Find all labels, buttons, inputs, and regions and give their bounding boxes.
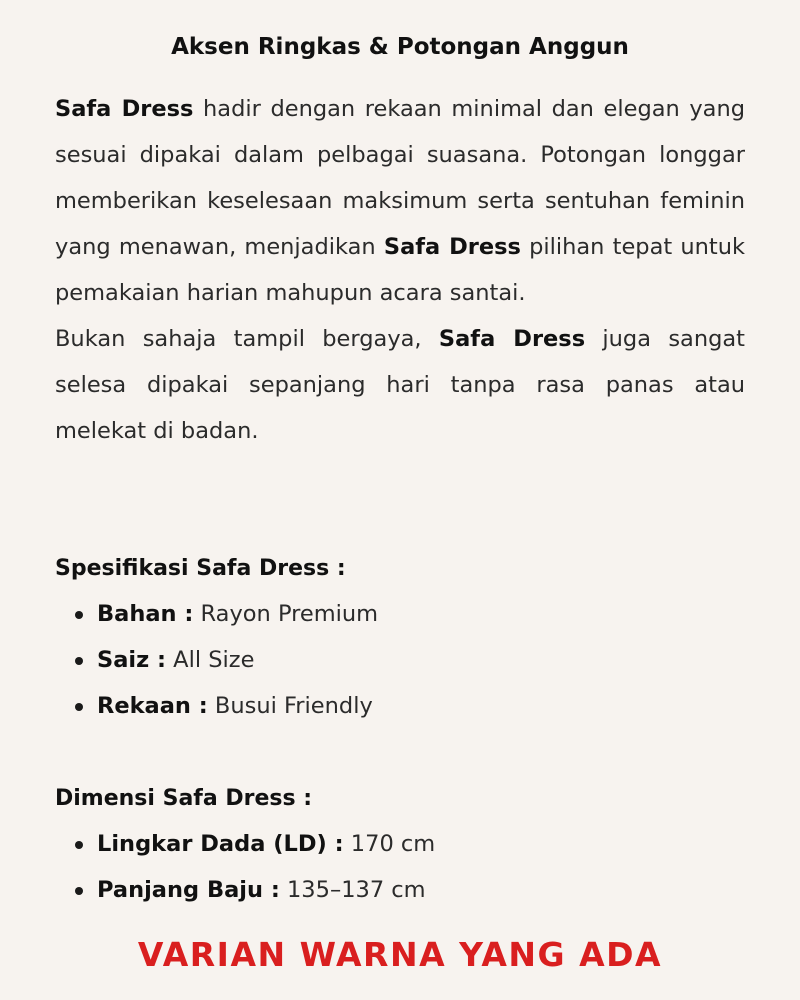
product-name: Safa Dress — [55, 96, 194, 122]
page-title: Aksen Ringkas & Potongan Anggun — [171, 34, 629, 60]
bullet-icon — [75, 657, 83, 665]
bullet-icon — [75, 841, 83, 849]
description-text: pilihan tepat untuk pemakaian harian mahupun acara santai. — [55, 234, 745, 306]
description-text: Bukan sahaja tampil bergaya, — [55, 326, 439, 352]
dimension-key: Lingkar Dada (LD) : — [97, 831, 344, 857]
spec-key: Rekaan : — [97, 693, 208, 719]
dimension-item-lingkar-dada — [55, 821, 745, 867]
spec-key: Saiz : — [97, 647, 167, 673]
dimensions-heading: Dimensi Safa Dress : — [55, 786, 313, 811]
product-name: Safa Dress — [438, 326, 586, 352]
dimension-value: 170 cm — [343, 831, 436, 857]
specs-list — [55, 591, 745, 729]
color-variants-banner: VARIAN WARNA YANG ADA — [137, 935, 663, 974]
spec-item-bahan — [55, 591, 745, 637]
spec-key: Bahan : — [97, 601, 194, 627]
description-paragraph-2 — [55, 316, 745, 454]
dimension-key: Panjang Baju : — [97, 877, 280, 903]
spec-value: All Size — [166, 647, 255, 673]
spec-value: Busui Friendly — [207, 693, 373, 719]
product-description — [55, 86, 745, 454]
spec-value: Rayon Premium — [193, 601, 379, 627]
specs-heading: Spesifikasi Safa Dress : — [55, 556, 346, 581]
bullet-icon — [75, 611, 83, 619]
description-paragraph-1 — [55, 86, 745, 316]
bullet-icon — [75, 703, 83, 711]
description-text: juga sangat selesa dipakai sepanjang hari tanpa rasa panas atau melekat di badan. — [55, 326, 745, 444]
product-name: Safa Dress — [383, 234, 521, 260]
bullet-icon — [75, 887, 83, 895]
dimension-value: 135–137 cm — [279, 877, 426, 903]
spec-item-saiz — [55, 637, 745, 683]
dimensions-list — [55, 821, 745, 913]
spec-item-rekaan — [55, 683, 745, 729]
dimension-item-panjang-baju — [55, 867, 745, 913]
description-text: hadir dengan rekaan minimal dan elegan yang sesuai dipakai dalam pelbagai suasana. Potongan longgar memberikan keselesaan maksimum serta sentuhan feminin yang menawan, menjadikan — [55, 96, 746, 260]
